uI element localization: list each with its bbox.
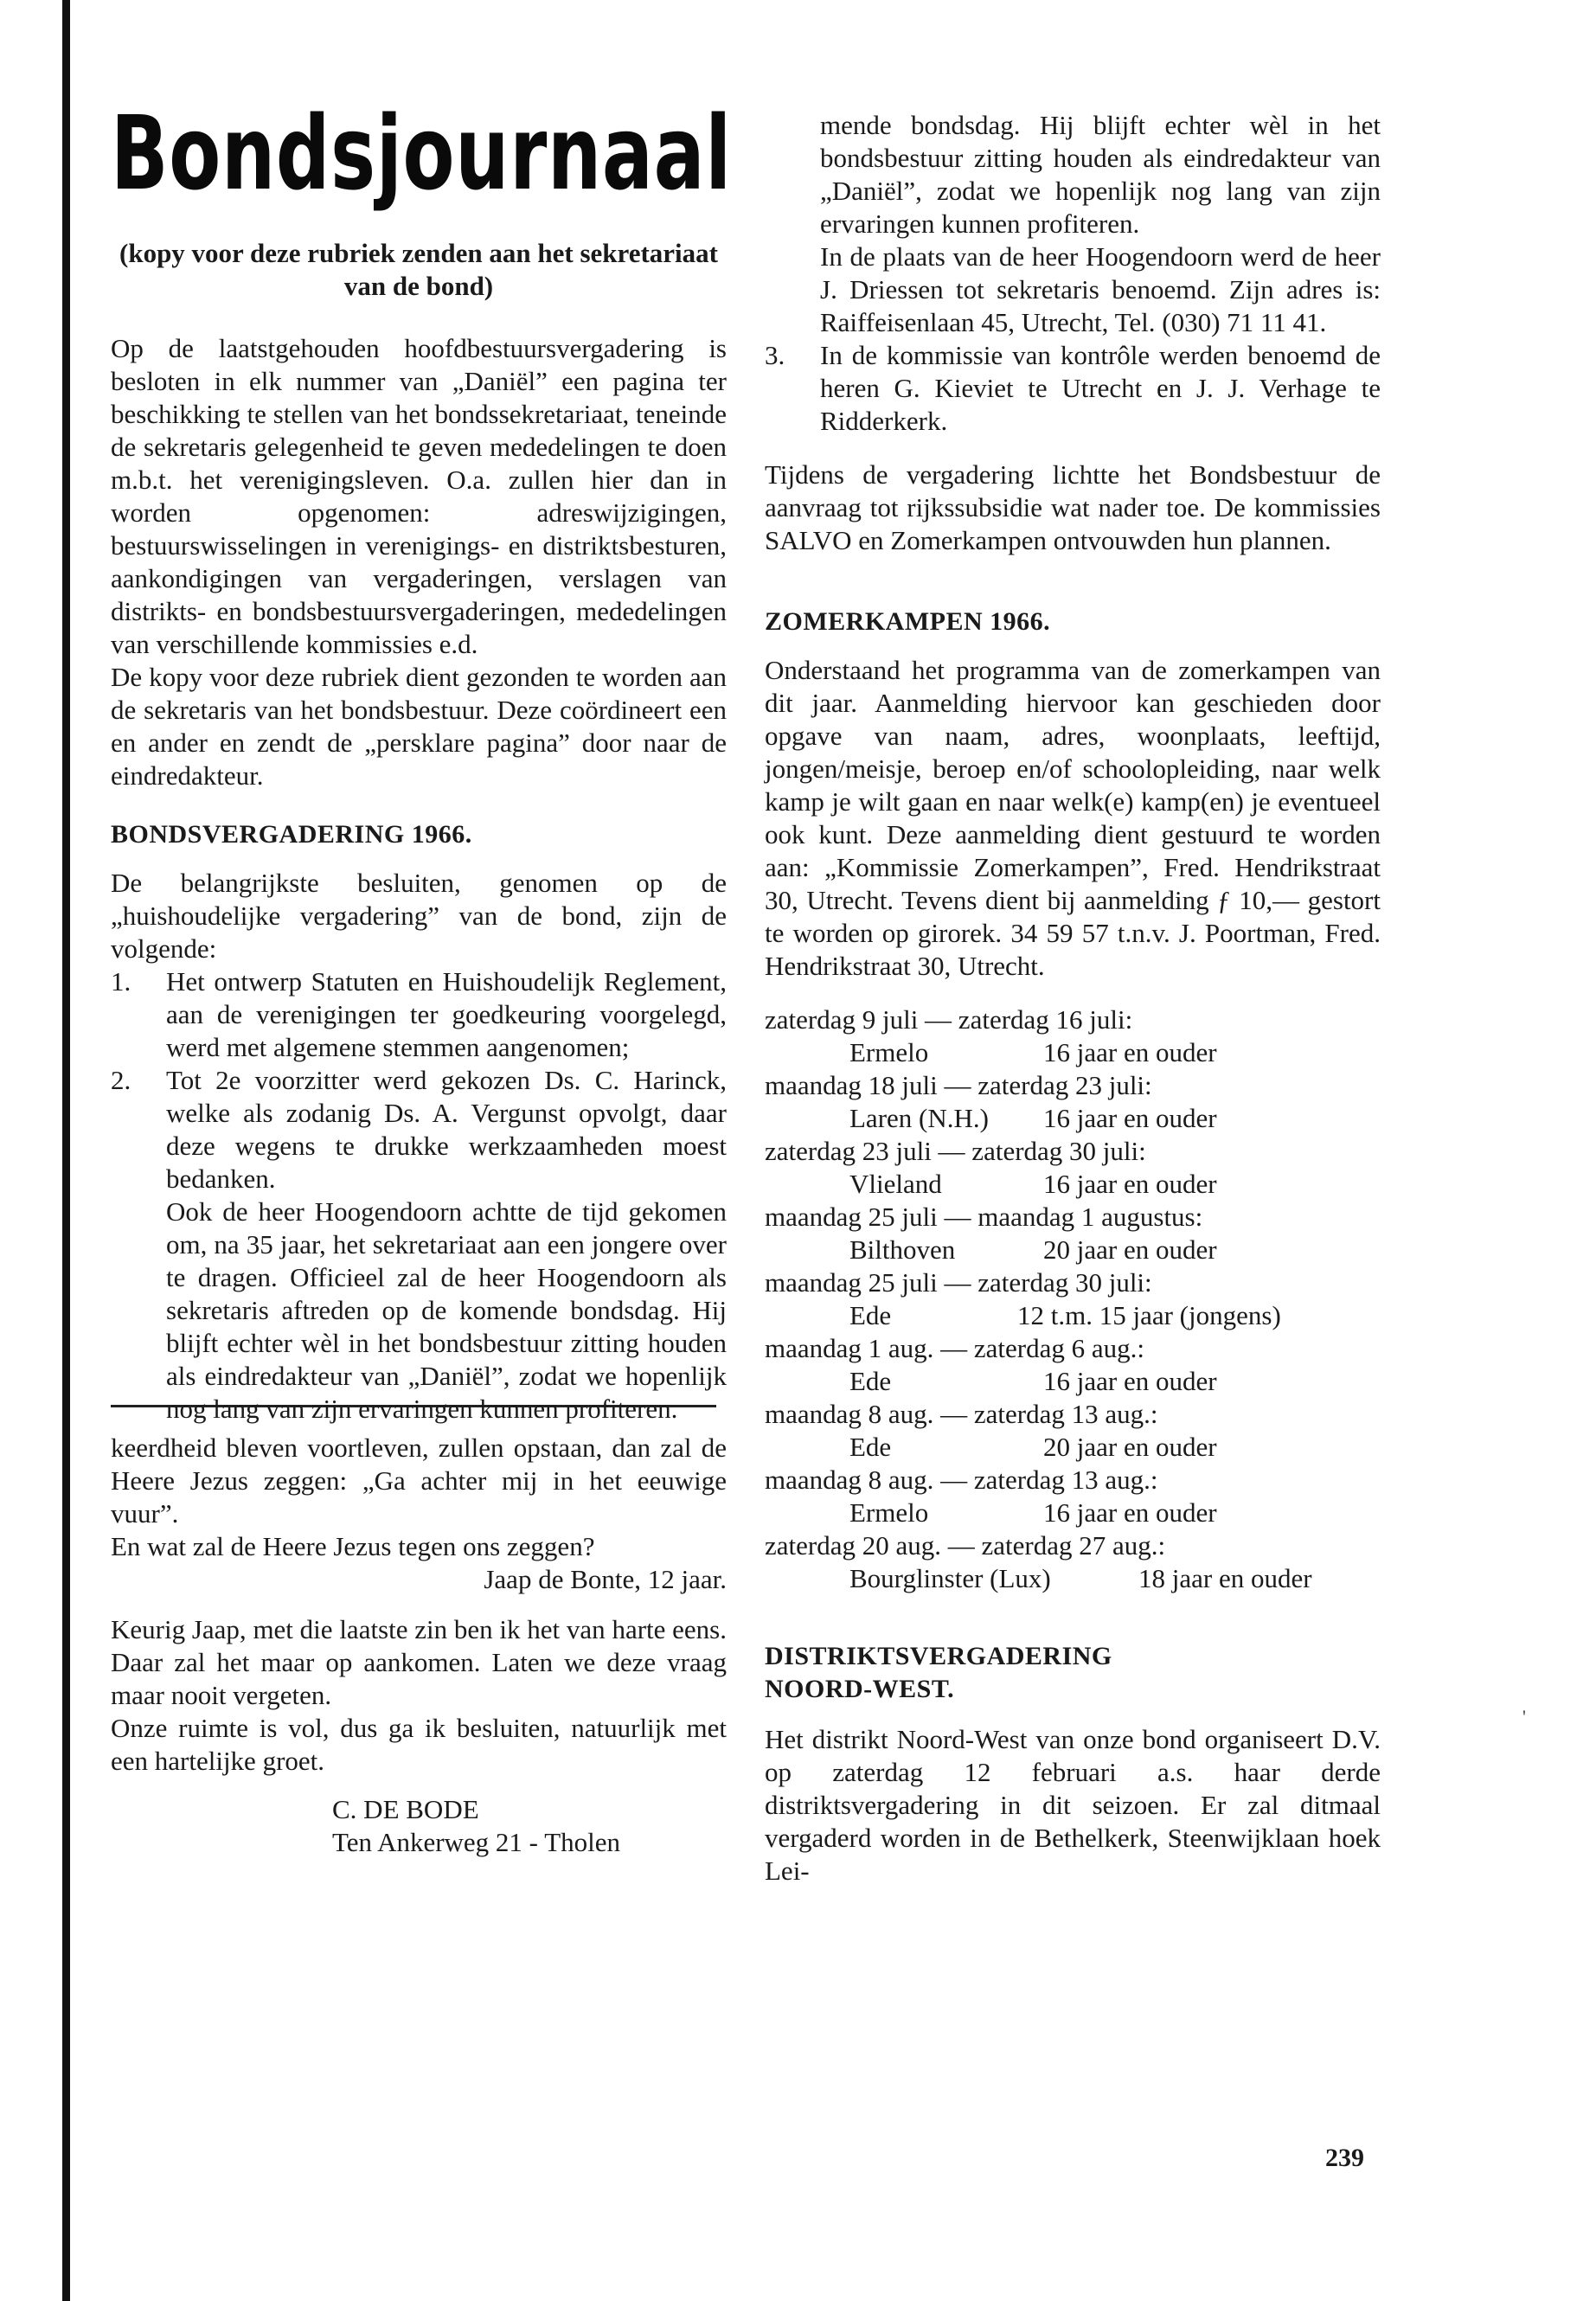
camp-age: 20 jaar en ouder	[1043, 1234, 1217, 1265]
camp-entry	[765, 1266, 1381, 1332]
camp-place: Laren (N.H.)	[849, 1103, 989, 1133]
decision-text: In de kommissie van kontrôle werden benoemd de heren G. Kieviet te Utrecht en J. J. Verhage te Ridderkerk.	[820, 340, 1381, 436]
camp-place: Bourglinster (Lux)	[849, 1563, 1051, 1593]
camp-dates: maandag 18 juli — zaterdag 23 juli:	[765, 1070, 1152, 1100]
camp-dates: zaterdag 20 aug. — zaterdag 27 aug.:	[765, 1530, 1166, 1561]
camp-dates: maandag 25 juli — zaterdag 30 juli:	[765, 1267, 1152, 1298]
decision-item	[111, 1064, 727, 1424]
decision-text: Het ontwerp Statuten en Huishoudelijk Reglement, aan de verenigingen ter goedkeuring voorgelegd, werd met algemene stemmen aangenomen;	[166, 966, 727, 1062]
continued-decision-text	[765, 109, 1381, 240]
decision-extra-paragraph-2: In de plaats van de heer Hoogendoorn werd de heer J. Driessen tot sekretaris benoemd. Zijn adres is: Raiffeisenlaan 45, Utrecht, Tel. (030) 71 11 41.	[820, 241, 1381, 337]
camp-entry	[765, 1003, 1381, 1069]
binding-edge	[62, 0, 70, 2301]
subtitle: (kopy voor deze rubriek zenden aan het sekretariaat van de bond)	[119, 238, 718, 301]
camp-age: 20 jaar en ouder	[1043, 1432, 1217, 1462]
zomerkampen-heading: ZOMERKAMPEN 1966.	[765, 607, 1051, 636]
right-column	[765, 109, 1381, 1888]
reply-paragraph-1: Keurig Jaap, met die laatste zin ben ik het van harte eens. Daar zal het maar op aankomen. Laten we deze vraag maar nooit vergeten.	[111, 1614, 727, 1710]
distrikt-text: Het distrikt Noord-West van onze bond organiseert D.V. op zaterdag 12 februari a.s. haar derde distriktsvergadering in dit seizoen. Er zal ditmaal vergaderd worden in de Bethelkerk, Steenwijklaan hoek Lei-	[765, 1724, 1381, 1886]
camp-place: Vlieland	[849, 1169, 942, 1199]
camp-place: Ermelo	[849, 1037, 929, 1067]
camp-dates: zaterdag 23 juli — zaterdag 30 juli:	[765, 1136, 1146, 1166]
camp-place: Ede	[849, 1366, 892, 1396]
letter-author: Jaap de Bonte, 12 jaar.	[484, 1564, 727, 1594]
camp-schedule	[765, 1003, 1381, 1595]
decision-text: Tot 2e voorzitter werd gekozen Ds. C. Harinck, welke als zodanig Ds. A. Vergunst opvolgt, daar deze wegens te drukke werkzaamheden moest bedanken.	[166, 1065, 727, 1194]
decision-number: 1.	[111, 966, 131, 997]
page-number: 239	[1325, 2144, 1364, 2172]
camp-entry	[765, 1135, 1381, 1201]
signature-block	[332, 1793, 727, 1859]
camp-age: 16 jaar en ouder	[1043, 1103, 1217, 1133]
bondsvergadering-closing: Tijdens de vergadering lichtte het Bondsbestuur de aanvraag tot rijkssubsidie wat nader toe. De kommissies SALVO en Zomerkampen ontvouwden hun plannen.	[765, 459, 1381, 555]
bondsvergadering-lead: De belangrijkste besluiten, genomen op de „huishoudelijke vergadering” van de bond, zijn de volgende:	[111, 868, 727, 964]
intro-paragraph-1: Op de laatstgehouden hoofdbestuursvergadering is besloten in elk nummer van „Daniël” een pagina ter beschikking te stellen van het bondssekretariaat, teneinde de sekretaris gelegenheid te geven mededelingen te doen m.b.t. het verenigingsleven. O.a. zullen hier dan in worden opgenomen: adreswijzigingen, bestuurswisselingen in verenigings- en distriktsbesturen, aankondigingen van vergaderingen, verslagen van distrikts- en bondsbestuursvergaderingen, mededelingen van verschillende kommissies e.d.	[111, 333, 727, 659]
decisions-list-continued	[765, 339, 1381, 438]
signature-name: C. DE BODE	[332, 1794, 479, 1824]
camp-entry	[765, 1069, 1381, 1135]
reply-paragraph-2: Onze ruimte is vol, dus ga ik besluiten, natuurlijk met een hartelijke groet.	[111, 1713, 727, 1776]
camp-place: Ede	[849, 1300, 892, 1330]
decision-number: 3.	[765, 340, 785, 370]
continued-text-tail: mende bondsdag. Hij blijft echter wèl in het bondsbestuur zitting houden als eindredakteur van „Daniël”, zodat we hopenlijk nog lang van zijn ervaringen kunnen profiteren.	[820, 110, 1381, 239]
camp-dates: maandag 1 aug. — zaterdag 6 aug.:	[765, 1333, 1144, 1363]
letter-paragraph-2: En wat zal de Heere Jezus tegen ons zeggen?	[111, 1531, 595, 1561]
decision-item	[111, 965, 727, 1064]
signature-address: Ten Ankerweg 21 - Tholen	[332, 1827, 621, 1857]
camp-entry	[765, 1332, 1381, 1398]
distrikt-heading-line-1: DISTRIKTSVERGADERING	[765, 1642, 1112, 1670]
zomerkampen-intro: Onderstaand het programma van de zomerkampen van dit jaar. Aanmelding hiervoor kan geschieden door opgave van naam, adres, woonplaats, leeftijd, jongen/meisje, beroep en/of schoolopleiding, naar welk kamp je wilt gaan en naar welk(e) kamp(en) je eventueel ook kunt. Deze aanmelding dient gestuurd te worden aan: „Kommissie Zomerkampen”, Fred. Hendrikstraat 30, Utrecht. Tevens dient bij aanmelding ƒ 10,— gestort te worden op girorek. 34 59 57 t.n.v. J. Poortman, Fred. Hendrikstraat 30, Utrecht.	[765, 655, 1381, 981]
intro-paragraph-2: De kopy voor deze rubriek dient gezonden te worden aan de sekretaris van het bondsbestuur. Deze coördineert een en ander en zendt de „persklare pagina” door naar de eindredakteur.	[111, 662, 727, 791]
camp-entry	[765, 1398, 1381, 1464]
camp-age: 16 jaar en ouder	[1043, 1366, 1217, 1396]
decision-extra-paragraph: Ook de heer Hoogendoorn achtte de tijd gekomen om, na 35 jaar, het sekretariaat aan een jongere over te dragen. Officieel zal de heer Hoogendoorn als sekretaris aftreden op de komende bondsdag. Hij blijft echter wèl in het bondsbestuur zitting houden als eindredakteur van „Daniël”, zodat we hopenlijk nog lang van zijn ervaringen kunnen profiteren.	[166, 1196, 727, 1424]
camp-entry	[765, 1464, 1381, 1529]
camp-age: 12 t.m. 15 jaar (jongens)	[1017, 1300, 1281, 1330]
left-column	[111, 93, 732, 1859]
camp-place: Bilthoven	[849, 1234, 956, 1265]
letter-paragraph-1: keerdheid bleven voortleven, zullen opstaan, dan zal de Heere Jezus zeggen: „Ga achter mij in het eeuwige vuur”.	[111, 1433, 727, 1529]
camp-dates: maandag 8 aug. — zaterdag 13 aug.:	[765, 1465, 1158, 1495]
camp-age: 16 jaar en ouder	[1043, 1497, 1217, 1528]
camp-age: 16 jaar en ouder	[1043, 1169, 1217, 1199]
stray-mark: '	[1522, 1706, 1526, 1727]
camp-place: Ermelo	[849, 1497, 929, 1528]
camp-place: Ede	[849, 1432, 892, 1462]
camp-dates: maandag 25 juli — maandag 1 augustus:	[765, 1202, 1203, 1232]
distrikt-heading-line-2: NOORD-WEST.	[765, 1675, 955, 1703]
camp-dates: zaterdag 9 juli — zaterdag 16 juli:	[765, 1004, 1133, 1035]
camp-entry	[765, 1201, 1381, 1266]
decision-number: 2.	[111, 1065, 131, 1095]
bondsvergadering-heading: BONDSVERGADERING 1966.	[111, 820, 472, 849]
masthead: Bondsjournaal	[111, 93, 732, 213]
decision-item	[765, 339, 1381, 438]
decisions-list	[111, 965, 727, 1424]
camp-age: 16 jaar en ouder	[1043, 1037, 1217, 1067]
distrikt-heading	[765, 1640, 1381, 1706]
camp-age: 18 jaar en ouder	[1138, 1563, 1312, 1593]
camp-entry	[765, 1529, 1381, 1595]
camp-dates: maandag 8 aug. — zaterdag 13 aug.:	[765, 1399, 1158, 1429]
